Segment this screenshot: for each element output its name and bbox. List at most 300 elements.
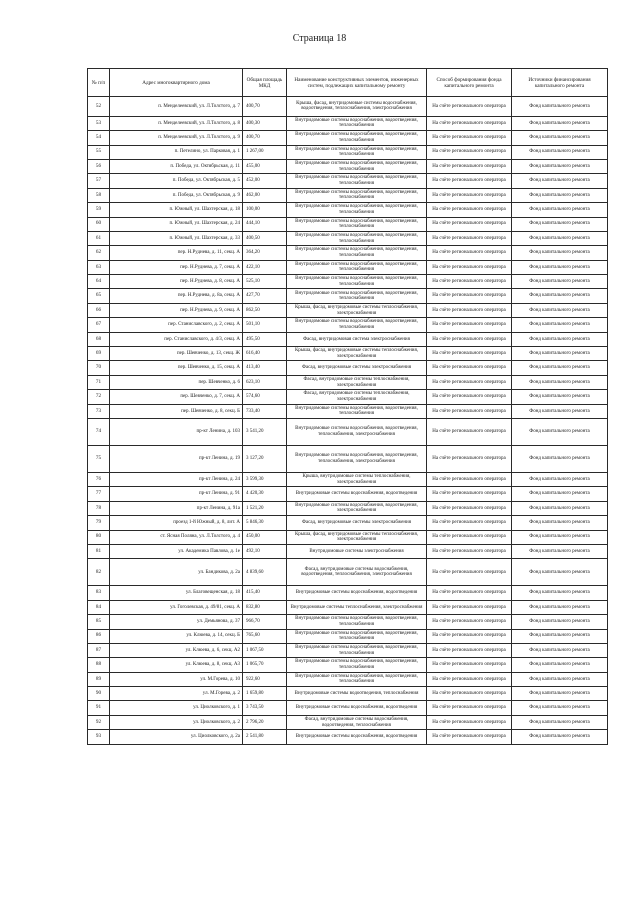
table-row [88,544,608,558]
row-area: 400,30 [243,116,287,130]
row-elements: Внутридомовые системы водоснабжения, водоотведения, теплоснабжения [287,672,427,686]
row-num: 93 [88,730,110,744]
row-elements: Внутридомовые системы водоснабжения, водоотведения, теплоснабжения [287,116,427,130]
row-source: Фонд капитального ремонта [512,246,608,260]
row-num: 92 [88,715,110,729]
row-area: 3 743,50 [243,701,287,715]
row-elements: Внутридомовые системы водоснабжения, водоотведения, теплоснабжения [287,231,427,245]
row-area: 832,80 [243,600,287,614]
row-method: На счёте регионального оператора [427,231,512,245]
row-num: 68 [88,332,110,346]
row-method: На счёте регионального оператора [427,473,512,487]
row-area: 4 420,30 [243,487,287,501]
row-num: 77 [88,487,110,501]
row-method: На счёте регионального оператора [427,260,512,274]
table-row [88,701,608,715]
row-num: 57 [88,174,110,188]
table-row [88,658,608,672]
row-method: На счёте регионального оператора [427,145,512,159]
table-row [88,600,608,614]
table-row [88,730,608,744]
row-source: Фонд капитального ремонта [512,701,608,715]
row-area: 400,70 [243,131,287,145]
row-area: 100,00 [243,203,287,217]
row-address: п. Победа, ул. Октябрьская, д. 11 [110,159,243,173]
row-method: На счёте регионального оператора [427,217,512,231]
row-method: На счёте регионального оператора [427,203,512,217]
row-method: На счёте регионального оператора [427,629,512,643]
row-num: 61 [88,231,110,245]
row-address: п. Южный, ул. Шахтерская, д. 24 [110,217,243,231]
table-row [88,97,608,117]
row-source: Фонд капитального ремонта [512,487,608,501]
row-address: ул. Циолковского, д. 1 [110,701,243,715]
row-method: На счёте регионального оператора [427,715,512,729]
table-row [88,501,608,515]
row-num: 76 [88,473,110,487]
row-area: 733,40 [243,404,287,418]
table-row [88,347,608,361]
row-address: п. Победа, ул. Октябрьская, д. 9 [110,188,243,202]
row-num: 52 [88,97,110,117]
row-elements: Внутридомовые системы водоснабжения, водоотведения, теплоснабжения [287,145,427,159]
row-area: 3 127,20 [243,446,287,473]
header-elements: Наименование конструктивных элементов, инженерных систем, подлежащих капитальному ремонту [287,69,427,97]
row-area: 574,60 [243,390,287,404]
row-source: Фонд капитального ремонта [512,375,608,389]
table-row [88,361,608,375]
row-area: 4 839,60 [243,559,287,586]
row-num: 86 [88,629,110,643]
row-method: На счёте регионального оператора [427,559,512,586]
row-method: На счёте регионального оператора [427,544,512,558]
table-row [88,116,608,130]
row-address: пер. Станиславского, д. 4/3, секц. А [110,332,243,346]
row-elements: Внутридомовые системы водоснабжения, водоотведения, теплоснабжения [287,289,427,303]
row-source: Фонд капитального ремонта [512,419,608,446]
row-elements: Фасад, внутридомовые системы электроснабжения [287,516,427,530]
row-num: 75 [88,446,110,473]
row-address: пер. Н.Руднева, д. 11, секц. А [110,246,243,260]
row-elements: Внутридомовые системы водоснабжения, водоотведения, теплоснабжения [287,260,427,274]
row-source: Фонд капитального ремонта [512,516,608,530]
row-area: 765,60 [243,629,287,643]
row-address: пер. Н.Руднева, д. 8, секц. А [110,275,243,289]
row-source: Фонд капитального ремонта [512,600,608,614]
row-area: 1 659,80 [243,687,287,701]
row-source: Фонд капитального ремонта [512,97,608,117]
row-num: 89 [88,672,110,686]
row-source: Фонд капитального ремонта [512,361,608,375]
row-method: На счёте регионального оператора [427,516,512,530]
row-address: проезд 1-й Южный, д. 8, лит. А [110,516,243,530]
table-row [88,375,608,389]
row-elements: Крыша, внутридомовые системы теплоснабжения, электроснабжения [287,473,427,487]
row-method: На счёте регионального оператора [427,487,512,501]
row-method: На счёте регионального оператора [427,586,512,600]
row-source: Фонд капитального ремонта [512,188,608,202]
row-method: На счёте регионального оператора [427,600,512,614]
row-elements: Внутридомовые системы водоснабжения, водоотведения, теплоснабжения [287,404,427,418]
row-method: На счёте регионального оператора [427,658,512,672]
row-num: 85 [88,615,110,629]
row-source: Фонд капитального ремонта [512,629,608,643]
row-num: 65 [88,289,110,303]
row-elements: Внутридомовые системы водоотведения, теплоснабжения [287,687,427,701]
row-area: 400,50 [243,231,287,245]
header-area: Общая площадь МКД [243,69,287,97]
row-method: На счёте регионального оператора [427,375,512,389]
row-elements: Фасад, внутридомовые системы водоснабжения, водоотведения, теплоснабжения, электроснабжения [287,559,427,586]
table-row [88,231,608,245]
row-address: пр-кт Ленина, д. 91 [110,487,243,501]
row-num: 56 [88,159,110,173]
row-method: На счёте регионального оператора [427,730,512,744]
row-method: На счёте регионального оператора [427,687,512,701]
row-area: 525,10 [243,275,287,289]
row-num: 63 [88,260,110,274]
row-elements: Внутридомовые системы водоснабжения, водоотведения, теплоснабжения [287,318,427,332]
row-elements: Фасад, внутридомовые системы теплоснабжения, электроснабжения [287,375,427,389]
row-address: пер. Н.Руднева, д. 9, секц. А [110,303,243,317]
row-address: ул. Академика Павлова, д. 1е [110,544,243,558]
row-elements: Внутридомовые системы водоснабжения, водоотведения, теплоснабжения [287,275,427,289]
row-address: ул. Циолковского, д. 2 [110,715,243,729]
table-row [88,145,608,159]
row-elements: Фасад, внутридомовые системы водоснабжения, водоотведения, теплоснабжения [287,715,427,729]
row-source: Фонд капитального ремонта [512,116,608,130]
row-area: 462,00 [243,188,287,202]
table-row [88,672,608,686]
row-address: ул. Клюева, д. 6, секц. А2 [110,643,243,657]
row-address: пр-кт Ленина, д. 103 [110,419,243,446]
row-num: 64 [88,275,110,289]
row-num: 83 [88,586,110,600]
row-source: Фонд капитального ремонта [512,217,608,231]
row-num: 67 [88,318,110,332]
row-source: Фонд капитального ремонта [512,559,608,586]
row-elements: Внутридомовые системы электроснабжения [287,544,427,558]
row-source: Фонд капитального ремонта [512,318,608,332]
row-elements: Внутридомовые системы водоснабжения, водоотведения, теплоснабжения [287,643,427,657]
row-method: На счёте регионального оператора [427,246,512,260]
row-source: Фонд капитального ремонта [512,159,608,173]
row-address: пер. Станиславского, д. 2, секц. А [110,318,243,332]
row-source: Фонд капитального ремонта [512,473,608,487]
row-address: пер. Н.Руднева, д. 8а, секц. А [110,289,243,303]
page-title: Страница 18 [292,33,347,44]
row-area: 1 521,20 [243,501,287,515]
row-area: 413,40 [243,361,287,375]
row-address: пер. Шевченко, д. 7, секц. А [110,390,243,404]
row-method: На счёте регионального оператора [427,188,512,202]
row-area: 1 267,00 [243,145,287,159]
row-address: пер. Шевченко, д. 13, секц. Ж [110,347,243,361]
row-num: 74 [88,419,110,446]
row-address: ул. Гоголевская, д. 49/81, секц. А [110,600,243,614]
header-source: Источники финансирования капитального ремонта [512,69,608,97]
row-elements: Внутридомовые системы водоснабжения, водоотведения [287,701,427,715]
row-method: На счёте регионального оператора [427,347,512,361]
row-elements: Фасад, внутридомовые системы электроснабжения [287,361,427,375]
row-elements: Внутридомовые системы водоснабжения, водоотведения [287,730,427,744]
table-row [88,615,608,629]
row-address: ул. Клюева, д. 8, секц. А3 [110,658,243,672]
row-elements: Внутридомовые системы водоснабжения, водоотведения, теплоснабжения [287,131,427,145]
row-method: На счёте регионального оператора [427,404,512,418]
row-source: Фонд капитального ремонта [512,715,608,729]
row-address: ул. Демьянова, д. 37 [110,615,243,629]
row-num: 70 [88,361,110,375]
row-elements: Внутридомовые системы водоснабжения, водоотведения, теплоснабжения [287,246,427,260]
table-row [88,487,608,501]
row-source: Фонд капитального ремонта [512,260,608,274]
row-elements: Внутридомовые системы водоснабжения, водоотведения, теплоснабжения [287,159,427,173]
row-method: На счёте регионального оператора [427,332,512,346]
row-source: Фонд капитального ремонта [512,672,608,686]
row-num: 66 [88,303,110,317]
row-address: пр-кт Ленина, д. 91а [110,501,243,515]
table-row [88,559,608,586]
row-address: ул. Благовещенская, д. 18 [110,586,243,600]
table-row [88,332,608,346]
row-elements: Внутридомовые системы водоснабжения, водоотведения, теплоснабжения [287,188,427,202]
row-area: 966,70 [243,615,287,629]
row-area: 623,10 [243,375,287,389]
row-source: Фонд капитального ремонта [512,231,608,245]
row-method: На счёте регионального оператора [427,361,512,375]
row-num: 69 [88,347,110,361]
row-area: 1 065,70 [243,658,287,672]
row-source: Фонд капитального ремонта [512,586,608,600]
row-source: Фонд капитального ремонта [512,643,608,657]
row-area: 862,50 [243,303,287,317]
row-method: На счёте регионального оператора [427,446,512,473]
row-source: Фонд капитального ремонта [512,174,608,188]
row-num: 73 [88,404,110,418]
row-method: На счёте регионального оператора [427,530,512,544]
row-num: 62 [88,246,110,260]
row-area: 455,00 [243,159,287,173]
row-elements: Внутридомовые системы теплоснабжения, электроснабжения [287,600,427,614]
row-method: На счёте регионального оператора [427,501,512,515]
table-row [88,404,608,418]
row-source: Фонд капитального ремонта [512,289,608,303]
row-num: 82 [88,559,110,586]
table-row [88,419,608,446]
table-row [88,446,608,473]
row-elements: Внутридомовые системы водоснабжения, водоотведения, теплоснабжения [287,658,427,672]
row-num: 60 [88,217,110,231]
row-num: 53 [88,116,110,130]
row-method: На счёте регионального оператора [427,174,512,188]
row-area: 415,40 [243,586,287,600]
row-num: 80 [88,530,110,544]
row-elements: Внутридомовые системы водоснабжения, водоотведения, теплоснабжения, электроснабжения [287,446,427,473]
row-address: п. Менделеевский, ул. Л.Толстого, д. 8 [110,116,243,130]
table-row [88,687,608,701]
table-row [88,188,608,202]
row-source: Фонд капитального ремонта [512,615,608,629]
row-area: 364,20 [243,246,287,260]
row-method: На счёте регионального оператора [427,318,512,332]
row-source: Фонд капитального ремонта [512,730,608,744]
row-address: пр-кт Ленина, д. 24 [110,473,243,487]
row-elements: Крыша, фасад, внутридомовые системы теплоснабжения, электроснабжения [287,303,427,317]
row-num: 59 [88,203,110,217]
row-address: ул. М.Горева, д. 2 [110,687,243,701]
row-source: Фонд капитального ремонта [512,446,608,473]
header-method: Способ формирования фонда капитального ремонта [427,69,512,97]
row-area: 422,10 [243,260,287,274]
row-address: п. Южный, ул. Шахтерская, д. 18 [110,203,243,217]
table-row [88,174,608,188]
row-elements: Фасад, внутридомовые системы теплоснабжения, электроснабжения [287,390,427,404]
row-method: На счёте регионального оператора [427,116,512,130]
row-source: Фонд капитального ремонта [512,404,608,418]
row-num: 91 [88,701,110,715]
row-area: 2 541,80 [243,730,287,744]
row-elements: Внутридомовые системы водоснабжения, водоотведения, теплоснабжения, электроснабжения [287,419,427,446]
row-source: Фонд капитального ремонта [512,347,608,361]
repair-program-table [87,68,608,745]
row-address: ст. Ясная Поляна, ул. Л.Толстого, д. 4 [110,530,243,544]
row-num: 58 [88,188,110,202]
row-num: 54 [88,131,110,145]
table-row [88,217,608,231]
row-source: Фонд капитального ремонта [512,544,608,558]
row-method: На счёте регионального оператора [427,390,512,404]
row-method: На счёте регионального оператора [427,131,512,145]
row-source: Фонд капитального ремонта [512,530,608,544]
row-area: 5 846,30 [243,516,287,530]
row-area: 427,70 [243,289,287,303]
row-elements: Внутридомовые системы водоснабжения, водоотведения [287,487,427,501]
row-num: 88 [88,658,110,672]
row-address: пер. Шевченко, д. 8, секц. Б [110,404,243,418]
row-elements: Внутридомовые системы водоснабжения, водоотведения, теплоснабжения [287,629,427,643]
table-row [88,289,608,303]
row-method: На счёте регионального оператора [427,303,512,317]
row-address: пр-кт Ленина, д. 19 [110,446,243,473]
table-row [88,473,608,487]
table-row [88,516,608,530]
table-row [88,629,608,643]
row-num: 72 [88,390,110,404]
row-elements: Фасад, внутридомовая система электроснабжения [287,332,427,346]
table-header [88,69,608,97]
row-method: На счёте регионального оператора [427,643,512,657]
row-num: 71 [88,375,110,389]
row-area: 616,40 [243,347,287,361]
row-address: пер. Н.Руднева, д. 7, секц. А [110,260,243,274]
row-source: Фонд капитального ремонта [512,390,608,404]
row-source: Фонд капитального ремонта [512,687,608,701]
row-area: 452,00 [243,174,287,188]
row-address: п. Южный, ул. Шахтерская, д. 33 [110,231,243,245]
row-address: пер. Шевченко, д. 6 [110,375,243,389]
row-num: 81 [88,544,110,558]
table-row [88,246,608,260]
row-num: 79 [88,516,110,530]
row-method: На счёте регионального оператора [427,97,512,117]
table-row [88,643,608,657]
row-address: п. Победа, ул. Октябрьская, д. 5 [110,174,243,188]
row-area: 3 541,20 [243,419,287,446]
row-elements: Внутридомовые системы водоснабжения, водоотведения, теплоснабжения [287,615,427,629]
table-row [88,318,608,332]
row-elements: Внутридомовые системы водоснабжения, водоотведения [287,586,427,600]
row-address: п. Петелино, ул. Парковая, д. 1 [110,145,243,159]
header-address: Адрес многоквартирного дома [110,69,243,97]
table-row [88,260,608,274]
table-row [88,586,608,600]
row-source: Фонд капитального ремонта [512,203,608,217]
row-source: Фонд капитального ремонта [512,275,608,289]
row-elements: Внутридомовые системы водоснабжения, водоотведения, теплоснабжения [287,174,427,188]
row-area: 922,60 [243,672,287,686]
row-area: 400,70 [243,97,287,117]
row-source: Фонд капитального ремонта [512,145,608,159]
row-method: На счёте регионального оператора [427,615,512,629]
row-area: 495,50 [243,332,287,346]
row-method: На счёте регионального оператора [427,672,512,686]
table-row [88,203,608,217]
row-address: ул. Бандикова, д. 2а [110,559,243,586]
row-method: На счёте регионального оператора [427,701,512,715]
table-row [88,303,608,317]
row-address: п. Менделеевский, ул. Л.Толстого, д. 9 [110,131,243,145]
row-address: п. Менделеевский, ул. Л.Толстого, д. 7 [110,97,243,117]
row-num: 84 [88,600,110,614]
row-address: ул. М.Горева, д. 10 [110,672,243,686]
row-address: ул. Циолковского, д. 2а [110,730,243,744]
row-method: На счёте регионального оператора [427,159,512,173]
row-elements: Крыша, фасад, внутридомовые системы теплоснабжения, электроснабжения [287,530,427,544]
row-method: На счёте регионального оператора [427,289,512,303]
row-num: 90 [88,687,110,701]
row-method: На счёте регионального оператора [427,275,512,289]
row-source: Фонд капитального ремонта [512,303,608,317]
row-elements: Внутридомовые системы водоснабжения, водоотведения, теплоснабжения [287,203,427,217]
row-address: пер. Шевченко, д. 15, секц. А [110,361,243,375]
table-row [88,131,608,145]
row-address: ул. Клюева, д. 14, секц. Б [110,629,243,643]
row-source: Фонд капитального ремонта [512,658,608,672]
row-source: Фонд капитального ремонта [512,131,608,145]
row-num: 87 [88,643,110,657]
table-row [88,390,608,404]
row-elements: Внутридомовые системы водоснабжения, водоотведения, теплоснабжения [287,217,427,231]
row-source: Фонд капитального ремонта [512,332,608,346]
table-row [88,275,608,289]
row-area: 3 599,30 [243,473,287,487]
table-body [88,97,608,745]
row-elements: Крыша, фасад, внутридомовые системы водоснабжения, водоотведения, теплоснабжения, электроснабжения [287,97,427,117]
row-area: 1 067,50 [243,643,287,657]
table-row [88,715,608,729]
row-area: 501,10 [243,318,287,332]
row-num: 78 [88,501,110,515]
row-num: 55 [88,145,110,159]
row-area: 444,10 [243,217,287,231]
table-row [88,530,608,544]
row-area: 450,00 [243,530,287,544]
row-source: Фонд капитального ремонта [512,501,608,515]
row-elements: Внутридомовые системы водоснабжения, водоотведения, электроснабжения [287,501,427,515]
table-row [88,159,608,173]
header-num: № п/п [88,69,110,97]
